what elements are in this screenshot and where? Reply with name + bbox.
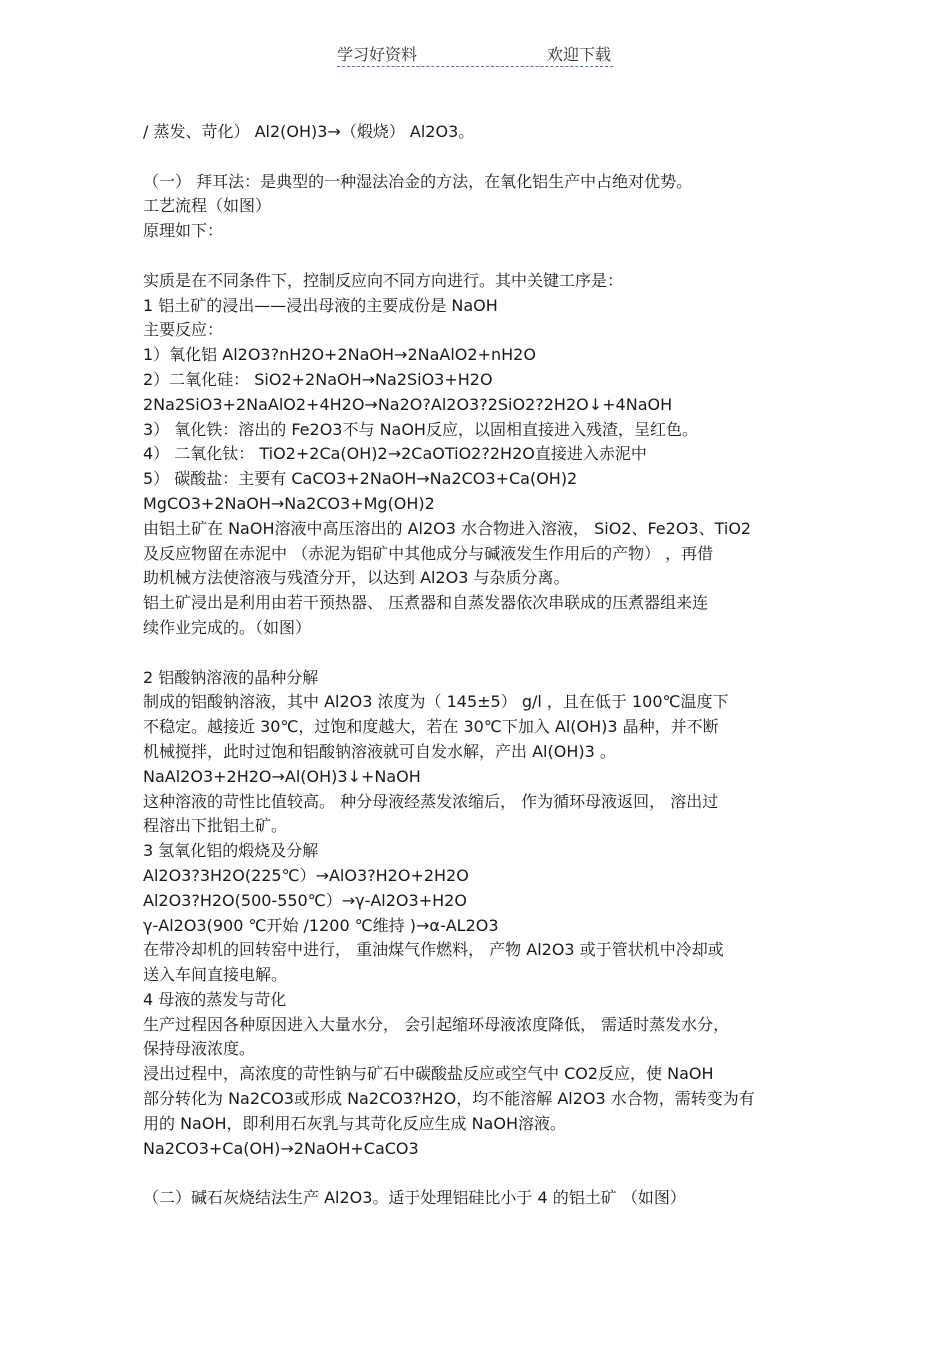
text-line: 3） 氧化铁：溶出的 Fe2O3不与 NaOH反应，以固相直接进入残渣，呈红色。 xyxy=(143,419,698,439)
text-line: 程溶出下批铝土矿。 xyxy=(143,816,288,836)
text-line: 由铝土矿在 NaOH溶液中高压溶出的 Al2O3 水合物进入溶液， SiO2、Fe2O3、TiO2 xyxy=(143,518,752,538)
text-line: 在带冷却机的回转窑中进行， 重油煤气作燃料， 产物 Al2O3 或于管状机中冷却或 xyxy=(143,940,724,960)
text-line: 3 氢氧化铝的煅烧及分解 xyxy=(143,841,319,861)
text-line: γ-Al2O3(900 ℃开始 /1200 ℃维持 )→α-AL2O3 xyxy=(143,915,499,935)
text-line: 部分转化为 Na2CO3或形成 Na2CO3?H2O，均不能溶解 Al2O3 水合物，需转变为有 xyxy=(143,1089,755,1109)
header-left-text: 学习好资料 xyxy=(337,45,418,64)
text-line: 生产过程因各种原因进入大量水分， 会引起缩环母液浓度降低， 需适时蒸发水分， xyxy=(143,1014,730,1034)
text-line: 保持母液浓度。 xyxy=(143,1039,256,1059)
text-line: 续作业完成的。（如图） xyxy=(143,617,312,637)
header-right-text: 欢迎下载 xyxy=(546,45,611,64)
text-line: 主要反应： xyxy=(143,320,224,340)
text-line: 铝土矿浸出是利用由若干预热器、 压煮器和自蒸发器依次串联成的压煮器组来连 xyxy=(143,593,709,613)
text-line: 1 铝土矿的浸出——浸出母液的主要成份是 NaOH xyxy=(143,295,498,315)
blank-line xyxy=(143,145,823,170)
text-line: Al2O3?3H2O(225℃）→AlO3?H2O+2H2O xyxy=(143,865,469,885)
page-header xyxy=(337,40,613,67)
blank-line xyxy=(143,641,823,666)
text-line: 原理如下： xyxy=(143,221,224,241)
document-body xyxy=(143,120,823,1211)
text-line: （二）碱石灰烧结法生产 Al2O3。适于处理铝硅比小于 4 的铝土矿 （如图） xyxy=(143,1188,686,1208)
text-line: / 蒸发、苛化） Al2(OH)3→（煅烧） Al2O3。 xyxy=(143,122,475,141)
text-line: 4） 二氧化钛： TiO2+2Ca(OH)2→2CaOTiO2?2H2O直接进入赤泥中 xyxy=(143,444,647,464)
text-line: 工艺流程（如图） xyxy=(143,196,272,216)
text-line: 浸出过程中，高浓度的苛性钠与矿石中碳酸盐反应或空气中 CO2反应，使 NaOH xyxy=(143,1064,714,1084)
text-line: 这种溶液的苛性比值较高。 种分母液经蒸发浓缩后， 作为循环母液返回， 溶出过 xyxy=(143,791,719,811)
text-line: 2 铝酸钠溶液的晶种分解 xyxy=(143,667,319,687)
text-line: Al2O3?H2O(500-550℃）→γ-Al2O3+H2O xyxy=(143,890,467,910)
text-line: （一） 拜耳法：是典型的一种湿法冶金的方法，在氧化铝生产中占绝对优势。 xyxy=(143,171,693,191)
text-line: 用的 NaOH，即利用石灰乳与其苛化反应生成 NaOH溶液。 xyxy=(143,1113,566,1133)
text-line: 实质是在不同条件下，控制反应向不同方向进行。其中关键工序是： xyxy=(143,270,624,290)
text-line: 助机械方法使溶液与残渣分开，以达到 Al2O3 与杂质分离。 xyxy=(143,568,570,588)
text-line: 及反应物留在赤泥中 （赤泥为铝矿中其他成分与碱液发生作用后的产物） ，再借 xyxy=(143,543,714,563)
text-line: MgCO3+2NaOH→Na2CO3+Mg(OH)2 xyxy=(143,493,435,513)
text-line: 5） 碳酸盐：主要有 CaCO3+2NaOH→Na2CO3+Ca(OH)2 xyxy=(143,469,578,489)
text-line: 2Na2SiO3+2NaAlO2+4H2O→Na2O?Al2O3?2SiO2?2H2O↓+4NaOH xyxy=(143,394,673,414)
text-line: 2）二氧化硅： SiO2+2NaOH→Na2SiO3+H2O xyxy=(143,369,493,389)
text-line: 4 母液的蒸发与苛化 xyxy=(143,989,287,1009)
text-line: Na2CO3+Ca(OH)→2NaOH+CaCO3 xyxy=(143,1138,419,1158)
text-line: 制成的铝酸钠溶液，其中 Al2O3 浓度为（ 145±5） g/l ，且在低于 100℃温度下 xyxy=(143,692,729,712)
text-line: 不稳定。越接近 30℃，过饱和度越大，若在 30℃下加入 Al(OH)3 晶种，并不断 xyxy=(143,717,719,737)
blank-line xyxy=(143,244,823,269)
text-line: NaAl2O3+2H2O→Al(OH)3↓+NaOH xyxy=(143,766,421,786)
blank-line xyxy=(143,1161,823,1186)
text-line: 机械搅拌，此时过饱和铝酸钠溶液就可自发水解，产出 Al(OH)3 。 xyxy=(143,741,616,761)
text-line: 1）氧化铝 Al2O3?nH2O+2NaOH→2NaAlO2+nH2O xyxy=(143,345,536,365)
text-line: 送入车间直接电解。 xyxy=(143,965,288,985)
